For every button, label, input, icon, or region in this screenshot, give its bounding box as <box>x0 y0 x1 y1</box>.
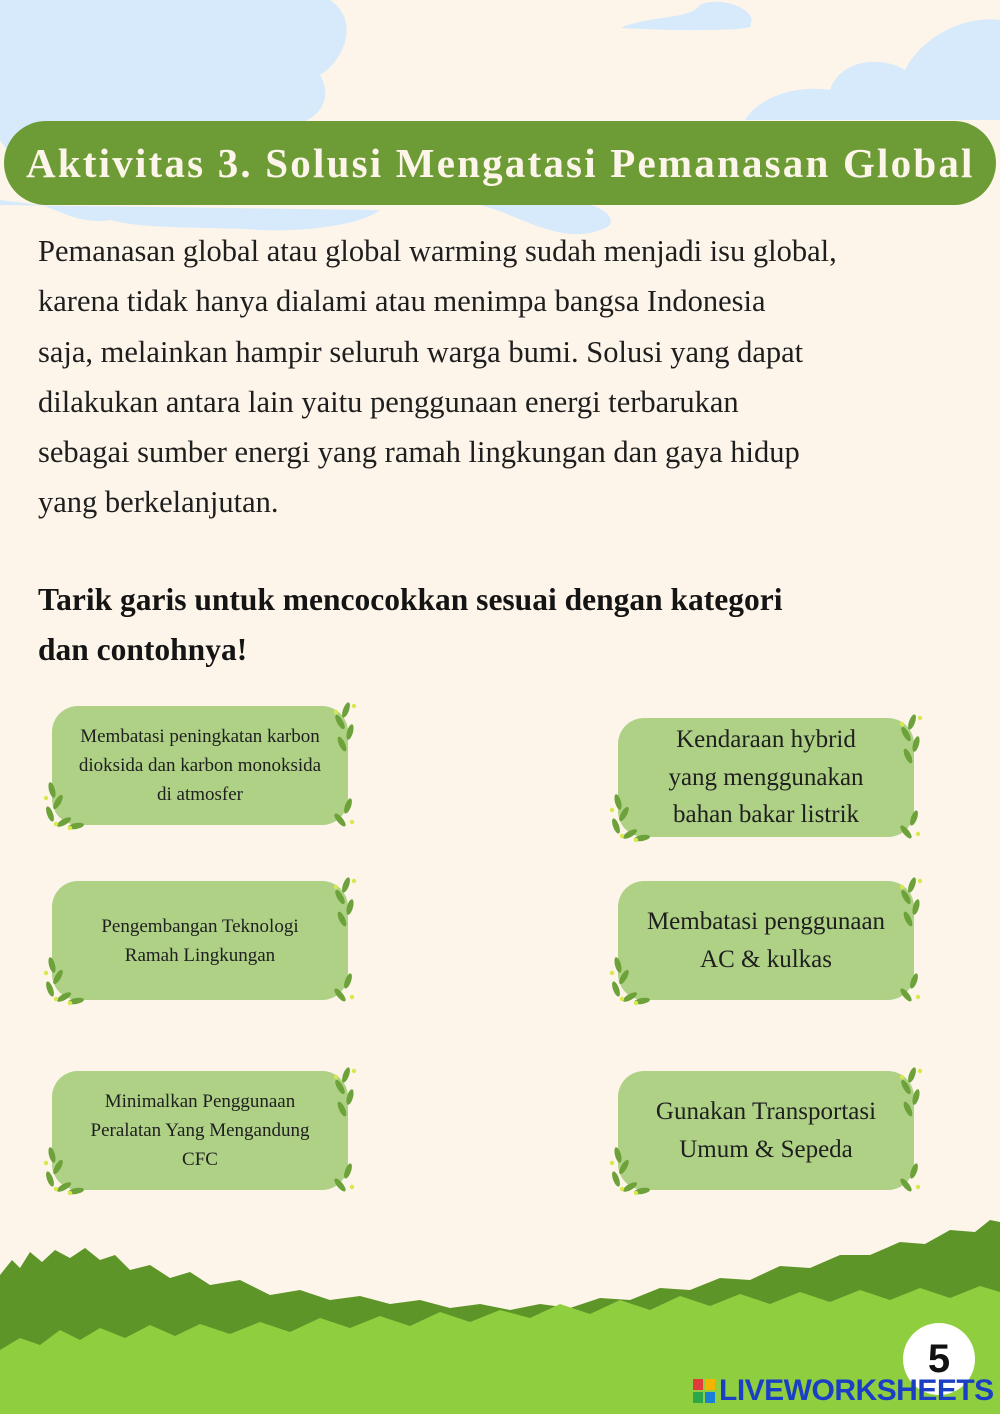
category-text: Pengembangan Teknologi Ramah Lingkungan <box>101 915 299 966</box>
example-card-2[interactable] <box>606 873 926 1008</box>
category-card-1[interactable] <box>40 698 360 833</box>
example-card-1[interactable] <box>606 710 926 845</box>
category-text: Membatasi peningkatan karbon dioksida dan karbon monoksida di atmosfer <box>78 726 322 805</box>
category-card-3[interactable] <box>40 1063 360 1198</box>
category-card-2[interactable] <box>40 873 360 1008</box>
example-card-3[interactable] <box>606 1063 926 1198</box>
example-text: Membatasi penggunaan AC & kulkas <box>646 908 886 973</box>
intro-line: Pemanasan global atau global warming sudah menjadi isu global, <box>38 234 837 268</box>
intro-line: sebagai sumber energi yang ramah lingkungan dan gaya hidup <box>38 435 800 470</box>
intro-line: dilakukan antara lain yaitu penggunaan energi terbarukan <box>38 384 739 419</box>
intro-line: saja, melainkan hampir seluruh warga bumi. Solusi yang dapat <box>38 334 804 369</box>
instruction-line: Tarik garis untuk mencocokkan sesuai dengan kategori <box>38 582 783 617</box>
category-text: Minimalkan Penggunaan Peralatan Yang Mengandung CFC <box>90 1091 310 1170</box>
example-text: Kendaraan hybrid yang menggunakan bahan bakar listrik <box>668 726 864 829</box>
instruction-heading <box>38 575 938 675</box>
page-title: Aktivitas 3. Solusi Mengatasi Pemanasan Global <box>26 140 975 186</box>
title-banner <box>4 121 996 205</box>
brand-name: LIVEWORKSHEETS <box>719 1374 994 1407</box>
liveworksheets-logo-icon <box>693 1379 715 1403</box>
page-number-badge: 5 <box>903 1323 975 1395</box>
liveworksheets-logo <box>693 1376 994 1406</box>
instruction-line: dan contohnya! <box>38 632 248 667</box>
intro-line: yang berkelanjutan. <box>38 485 279 520</box>
example-text: Gunakan Transportasi Umum & Sepeda <box>655 1098 877 1163</box>
intro-paragraph <box>38 226 968 528</box>
intro-line: karena tidak hanya dialami atau menimpa bangsa Indonesia <box>38 284 766 319</box>
